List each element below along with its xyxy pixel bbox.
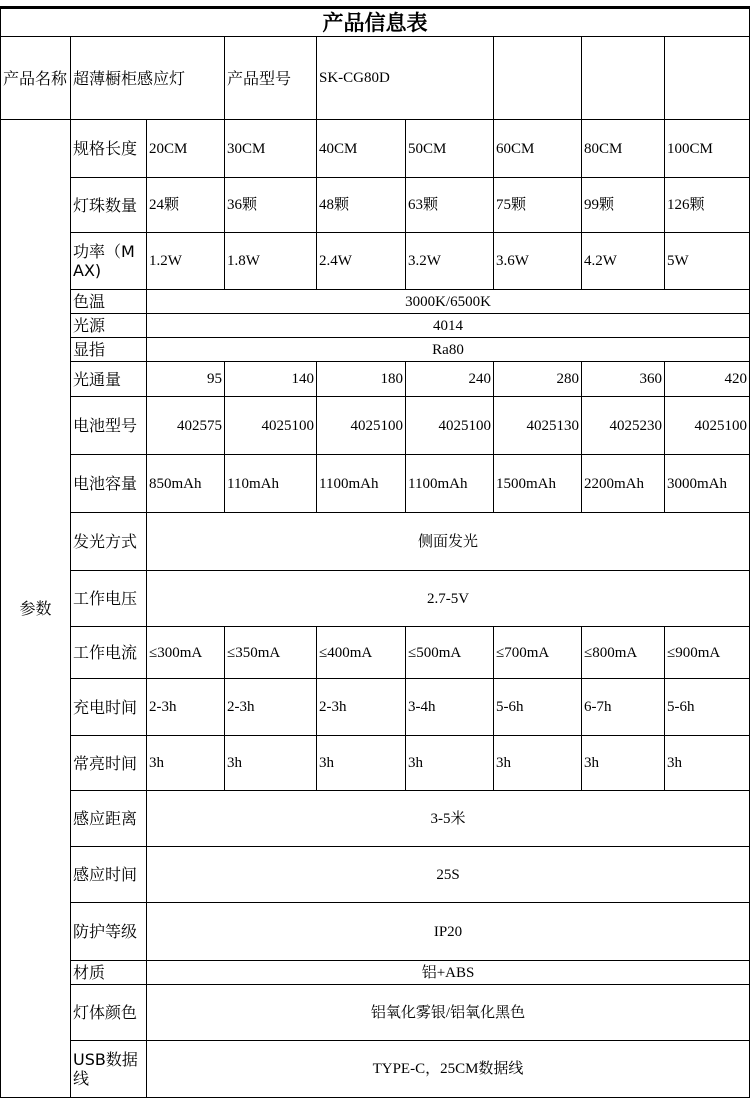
row-label: 常亮时间 <box>71 736 147 791</box>
empty-cell <box>494 37 582 120</box>
row-value: ≤300mA <box>147 627 225 679</box>
row-value: 6-7h <box>582 679 665 736</box>
row-value: 1.2W <box>147 233 225 290</box>
row-label: 充电时间 <box>71 679 147 736</box>
row-label: 电池容量 <box>71 455 147 513</box>
row-label: 灯珠数量 <box>71 178 147 233</box>
row-value: 40CM <box>317 120 406 178</box>
row-value: ≤400mA <box>317 627 406 679</box>
row-value: 4025100 <box>665 397 750 455</box>
row-value: 3h <box>147 736 225 791</box>
row-value: TYPE-C，25CM数据线 <box>147 1041 750 1098</box>
row-value: IP20 <box>147 903 750 961</box>
row-value: 2-3h <box>225 679 317 736</box>
row-value: 280 <box>494 362 582 397</box>
row-value: 1500mAh <box>494 455 582 513</box>
product-name-label: 产品名称 <box>1 37 71 120</box>
row-value: 3-4h <box>406 679 494 736</box>
product-name-value: 超薄橱柜感应灯 <box>71 37 225 120</box>
row-value: 4025130 <box>494 397 582 455</box>
table-row <box>1 120 750 178</box>
row-label: 光源 <box>71 314 147 338</box>
row-value: ≤800mA <box>582 627 665 679</box>
row-label: 色温 <box>71 290 147 314</box>
row-value: 2.4W <box>317 233 406 290</box>
row-label: 材质 <box>71 961 147 985</box>
empty-cell <box>665 37 750 120</box>
row-value: 5-6h <box>665 679 750 736</box>
row-value: 36颗 <box>225 178 317 233</box>
row-value: 3000mAh <box>665 455 750 513</box>
table-row <box>1 362 750 397</box>
table-row <box>1 1041 750 1098</box>
row-value: 1100mAh <box>317 455 406 513</box>
product-model-label: 产品型号 <box>225 37 317 120</box>
row-value: 402575 <box>147 397 225 455</box>
row-label: 感应时间 <box>71 847 147 903</box>
table-row <box>1 736 750 791</box>
table-row <box>1 397 750 455</box>
empty-cell <box>582 37 665 120</box>
table-row <box>1 571 750 627</box>
row-value: 4025100 <box>406 397 494 455</box>
row-label: 光通量 <box>71 362 147 397</box>
row-value: 3h <box>406 736 494 791</box>
row-value: 侧面发光 <box>147 513 750 571</box>
row-value: 2.7-5V <box>147 571 750 627</box>
group-label: 参数 <box>1 120 71 1098</box>
row-value: ≤700mA <box>494 627 582 679</box>
row-label: 工作电流 <box>71 627 147 679</box>
table-row <box>1 455 750 513</box>
row-value: 3h <box>582 736 665 791</box>
row-value: 850mAh <box>147 455 225 513</box>
row-value: 4025100 <box>225 397 317 455</box>
row-label: 功率（MAX) <box>71 233 147 290</box>
row-value: ≤900mA <box>665 627 750 679</box>
row-value: 50CM <box>406 120 494 178</box>
row-value: 24颗 <box>147 178 225 233</box>
table-row <box>1 178 750 233</box>
row-value: 48颗 <box>317 178 406 233</box>
row-label: 灯体颜色 <box>71 985 147 1041</box>
row-label: USB数据线 <box>71 1041 147 1098</box>
row-value: 95 <box>147 362 225 397</box>
row-value: 3.2W <box>406 233 494 290</box>
table-row <box>1 847 750 903</box>
top-border <box>0 0 750 8</box>
row-value: 180 <box>317 362 406 397</box>
row-value: 25S <box>147 847 750 903</box>
row-label: 发光方式 <box>71 513 147 571</box>
product-info-table <box>0 8 750 1098</box>
row-value: 3h <box>665 736 750 791</box>
row-value: 20CM <box>147 120 225 178</box>
row-value: 4025230 <box>582 397 665 455</box>
row-label: 工作电压 <box>71 571 147 627</box>
row-value: 420 <box>665 362 750 397</box>
row-value: 3h <box>494 736 582 791</box>
row-value: 240 <box>406 362 494 397</box>
row-value: 3h <box>317 736 406 791</box>
row-label: 防护等级 <box>71 903 147 961</box>
row-value: 铝氧化雾银/铝氧化黑色 <box>147 985 750 1041</box>
row-value: 80CM <box>582 120 665 178</box>
row-value: 3-5米 <box>147 791 750 847</box>
table-row <box>1 961 750 985</box>
row-label: 规格长度 <box>71 120 147 178</box>
table-row <box>1 679 750 736</box>
row-value: 60CM <box>494 120 582 178</box>
row-value: 1.8W <box>225 233 317 290</box>
table-row <box>1 314 750 338</box>
row-value: 铝+ABS <box>147 961 750 985</box>
table-row <box>1 627 750 679</box>
row-value: 100CM <box>665 120 750 178</box>
table-title: 产品信息表 <box>1 9 750 37</box>
row-value: Ra80 <box>147 338 750 362</box>
row-value: 99颗 <box>582 178 665 233</box>
row-value: 3000K/6500K <box>147 290 750 314</box>
row-value: 126颗 <box>665 178 750 233</box>
row-value: 4.2W <box>582 233 665 290</box>
row-value: 2-3h <box>317 679 406 736</box>
row-value: 3h <box>225 736 317 791</box>
row-label: 显指 <box>71 338 147 362</box>
row-value: 5W <box>665 233 750 290</box>
row-value: 2-3h <box>147 679 225 736</box>
table-row <box>1 903 750 961</box>
row-value: 140 <box>225 362 317 397</box>
table-row <box>1 290 750 314</box>
row-value: 75颗 <box>494 178 582 233</box>
table-row <box>1 513 750 571</box>
row-value: 5-6h <box>494 679 582 736</box>
row-value: 1100mAh <box>406 455 494 513</box>
row-value: 30CM <box>225 120 317 178</box>
row-label: 感应距离 <box>71 791 147 847</box>
table-row <box>1 338 750 362</box>
row-value: 4014 <box>147 314 750 338</box>
table-row <box>1 985 750 1041</box>
row-label: 电池型号 <box>71 397 147 455</box>
row-value: 63颗 <box>406 178 494 233</box>
row-value: 4025100 <box>317 397 406 455</box>
table-row <box>1 791 750 847</box>
row-value: ≤350mA <box>225 627 317 679</box>
product-model-value: SK-CG80D <box>317 37 494 120</box>
row-value: 360 <box>582 362 665 397</box>
row-value: 110mAh <box>225 455 317 513</box>
row-value: 3.6W <box>494 233 582 290</box>
row-value: 2200mAh <box>582 455 665 513</box>
table-row <box>1 233 750 290</box>
row-value: ≤500mA <box>406 627 494 679</box>
